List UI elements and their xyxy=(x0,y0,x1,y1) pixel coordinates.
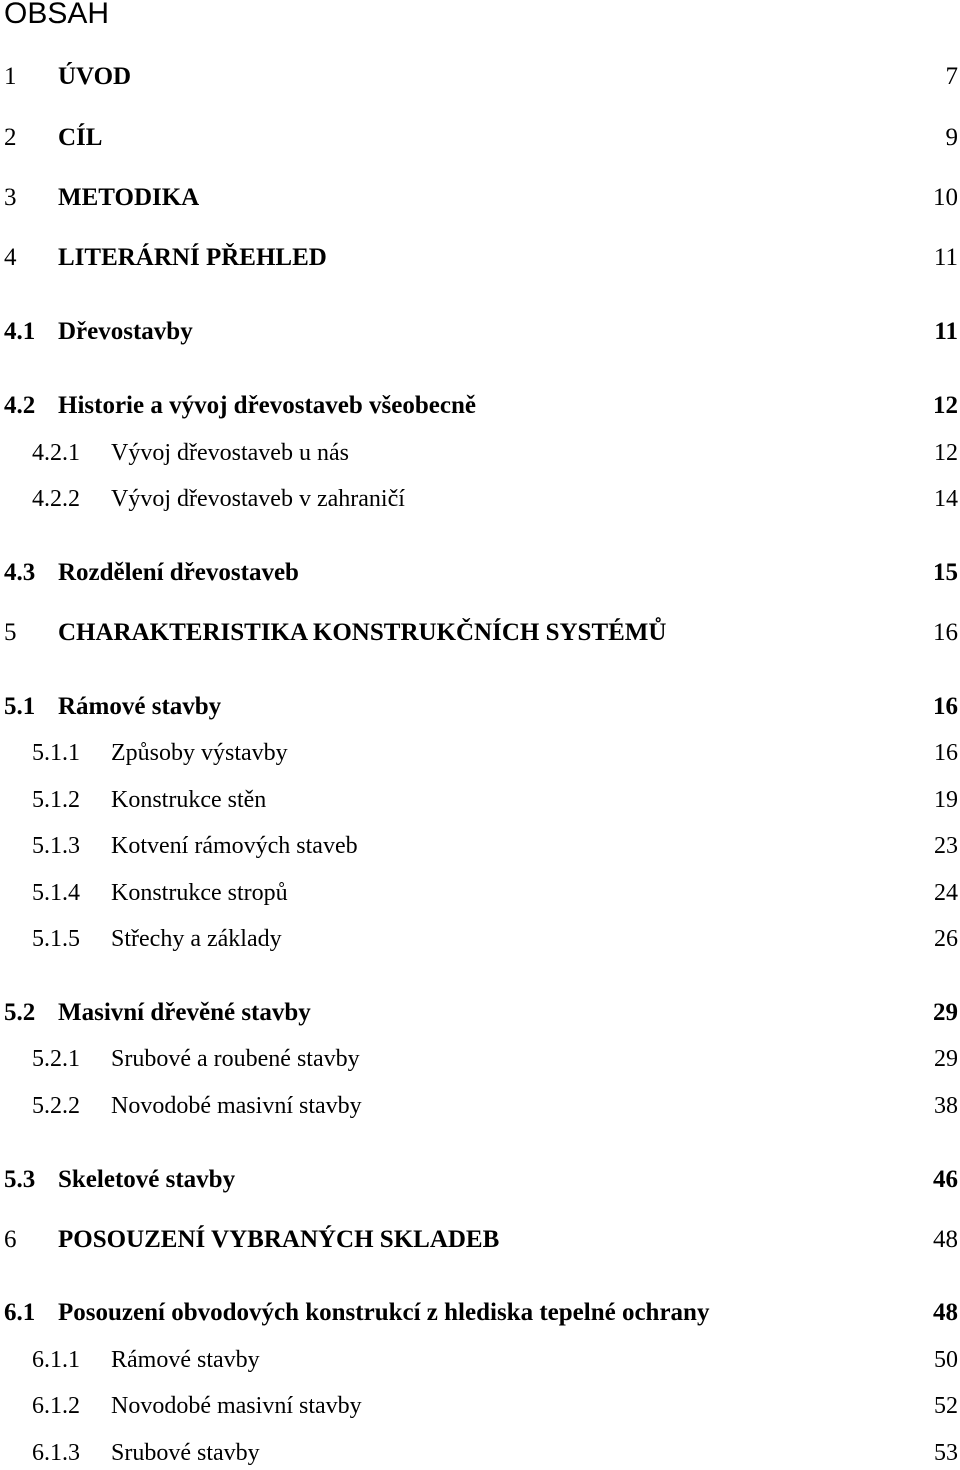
toc-entry-page: 11 xyxy=(933,244,958,271)
toc-entry-page: 24 xyxy=(934,880,958,906)
toc-entry-page: 29 xyxy=(933,999,958,1026)
toc-entry-number: 6 xyxy=(4,1226,17,1253)
toc-entry-title: CHARAKTERISTIKA KONSTRUKČNÍCH SYSTÉMŮ xyxy=(58,619,667,646)
toc-entry-title: Vývoj dřevostaveb u nás xyxy=(111,440,349,466)
toc-entry-page: 15 xyxy=(933,559,958,586)
toc-entry-page: 52 xyxy=(934,1393,958,1419)
toc-entry-number: 4.3 xyxy=(4,559,36,586)
toc-entry-title: Novodobé masivní stavby xyxy=(111,1093,362,1119)
toc-entry-page: 53 xyxy=(934,1440,958,1466)
toc-entry-title: LITERÁRNÍ PŘEHLED xyxy=(58,244,327,271)
toc-entry-number: 5.1 xyxy=(4,693,36,720)
toc-entry-number: 2 xyxy=(4,124,17,151)
toc-entry-page: 48 xyxy=(933,1299,958,1326)
toc-entry-page: 50 xyxy=(934,1347,958,1373)
toc-entry[interactable] xyxy=(0,737,960,769)
toc-entry[interactable] xyxy=(0,1224,960,1256)
toc-entry-number: 5.1.4 xyxy=(32,880,80,906)
toc-entry-title: Dřevostavby xyxy=(58,318,193,345)
toc-entry-title: Vývoj dřevostaveb v zahraničí xyxy=(111,486,405,512)
toc-entry[interactable] xyxy=(0,1437,960,1469)
toc-entry[interactable] xyxy=(0,122,960,154)
toc-entry[interactable] xyxy=(0,483,960,515)
toc-entry-number: 4 xyxy=(4,244,17,271)
toc-entry-title: Konstrukce stropů xyxy=(111,880,288,906)
toc-entry-number: 1 xyxy=(4,63,17,90)
toc-entry-number: 5.2.2 xyxy=(32,1093,80,1119)
toc-entry-title: Srubové stavby xyxy=(111,1440,260,1466)
toc-entry-title: Posouzení obvodových konstrukcí z hlediska tepelné ochrany xyxy=(58,1299,710,1326)
toc-entry-number: 5.2 xyxy=(4,999,36,1026)
toc-entry[interactable] xyxy=(0,691,960,723)
toc-entry[interactable] xyxy=(0,1090,960,1122)
toc-entry-title: Historie a vývoj dřevostaveb všeobecně xyxy=(58,392,476,419)
toc-entry[interactable] xyxy=(0,997,960,1029)
toc-entry[interactable] xyxy=(0,182,960,214)
toc-entry[interactable] xyxy=(0,242,960,274)
toc-entry[interactable] xyxy=(0,1164,960,1196)
toc-entry-page: 29 xyxy=(934,1046,958,1072)
toc-entry-number: 6.1 xyxy=(4,1299,36,1326)
toc-entry-title: Masivní dřevěné stavby xyxy=(58,999,311,1026)
toc-entry-title: ÚVOD xyxy=(58,63,132,90)
toc-entry-page: 16 xyxy=(933,693,958,720)
toc-entry-page: 11 xyxy=(934,318,958,345)
toc-entry-title: Střechy a základy xyxy=(111,926,282,952)
toc-entry-page: 26 xyxy=(934,926,958,952)
toc-entry-title: Rámové stavby xyxy=(111,1347,260,1373)
toc-entry-page: 16 xyxy=(933,619,958,646)
toc-entry-number: 5.3 xyxy=(4,1166,36,1193)
toc-entry-title: Rozdělení dřevostaveb xyxy=(58,559,299,586)
toc-entry[interactable] xyxy=(0,1297,960,1329)
toc-entry[interactable] xyxy=(0,61,960,93)
toc-entry-number: 6.1.3 xyxy=(32,1440,80,1466)
toc-entry-number: 6.1.2 xyxy=(32,1393,80,1419)
toc-entry[interactable] xyxy=(0,316,960,348)
toc-entry[interactable] xyxy=(0,617,960,649)
toc-entry-title: Srubové a roubené stavby xyxy=(111,1046,360,1072)
toc-entry-number: 5.1.3 xyxy=(32,833,80,859)
toc-entry-title: METODIKA xyxy=(58,184,200,211)
toc-entry-title: Kotvení rámových staveb xyxy=(111,833,358,859)
toc-entry-page: 46 xyxy=(933,1166,958,1193)
toc-entry-number: 6.1.1 xyxy=(32,1347,80,1373)
toc-entry[interactable] xyxy=(0,784,960,816)
toc-entry-title: CÍL xyxy=(58,124,103,151)
toc-entry-title: Konstrukce stěn xyxy=(111,787,267,813)
toc-entry-page: 9 xyxy=(945,124,958,151)
toc-entry-number: 4.2.1 xyxy=(32,440,80,466)
toc-entry-page: 19 xyxy=(934,787,958,813)
toc-entry-title: Novodobé masivní stavby xyxy=(111,1393,362,1419)
toc-entry[interactable] xyxy=(0,830,960,862)
toc-entry-number: 5 xyxy=(4,619,17,646)
toc-entry-page: 7 xyxy=(945,63,958,90)
toc-entry-number: 3 xyxy=(4,184,17,211)
toc-entry-page: 12 xyxy=(934,440,958,466)
toc-entry[interactable] xyxy=(0,1344,960,1376)
toc-entry[interactable] xyxy=(0,557,960,589)
toc-entry-number: 4.1 xyxy=(4,318,36,345)
toc-entry[interactable] xyxy=(0,1390,960,1422)
toc-entry-page: 10 xyxy=(933,184,958,211)
toc-entry-number: 5.1.2 xyxy=(32,787,80,813)
toc-entry-number: 5.1.5 xyxy=(32,926,80,952)
toc-entry-page: 12 xyxy=(933,392,958,419)
page-title: OBSAH xyxy=(4,0,110,30)
toc-entry-title: Způsoby výstavby xyxy=(111,740,288,766)
toc-entry-page: 14 xyxy=(934,486,958,512)
toc-entry-number: 5.2.1 xyxy=(32,1046,80,1072)
toc-entry-page: 48 xyxy=(933,1226,958,1253)
toc-entry[interactable] xyxy=(0,923,960,955)
toc-entry[interactable] xyxy=(0,390,960,422)
toc-entry-number: 4.2.2 xyxy=(32,486,80,512)
toc-entry-page: 23 xyxy=(934,833,958,859)
toc-entry[interactable] xyxy=(0,437,960,469)
toc-entry-page: 16 xyxy=(934,740,958,766)
toc-entry-number: 5.1.1 xyxy=(32,740,80,766)
toc-entry-number: 4.2 xyxy=(4,392,36,419)
toc-entry-title: Rámové stavby xyxy=(58,693,222,720)
toc-entry-page: 38 xyxy=(934,1093,958,1119)
toc-entry-title: POSOUZENÍ VYBRANÝCH SKLADEB xyxy=(58,1226,500,1253)
toc-entry-title: Skeletové stavby xyxy=(58,1166,236,1193)
toc-entry[interactable] xyxy=(0,877,960,909)
toc-entry[interactable] xyxy=(0,1043,960,1075)
